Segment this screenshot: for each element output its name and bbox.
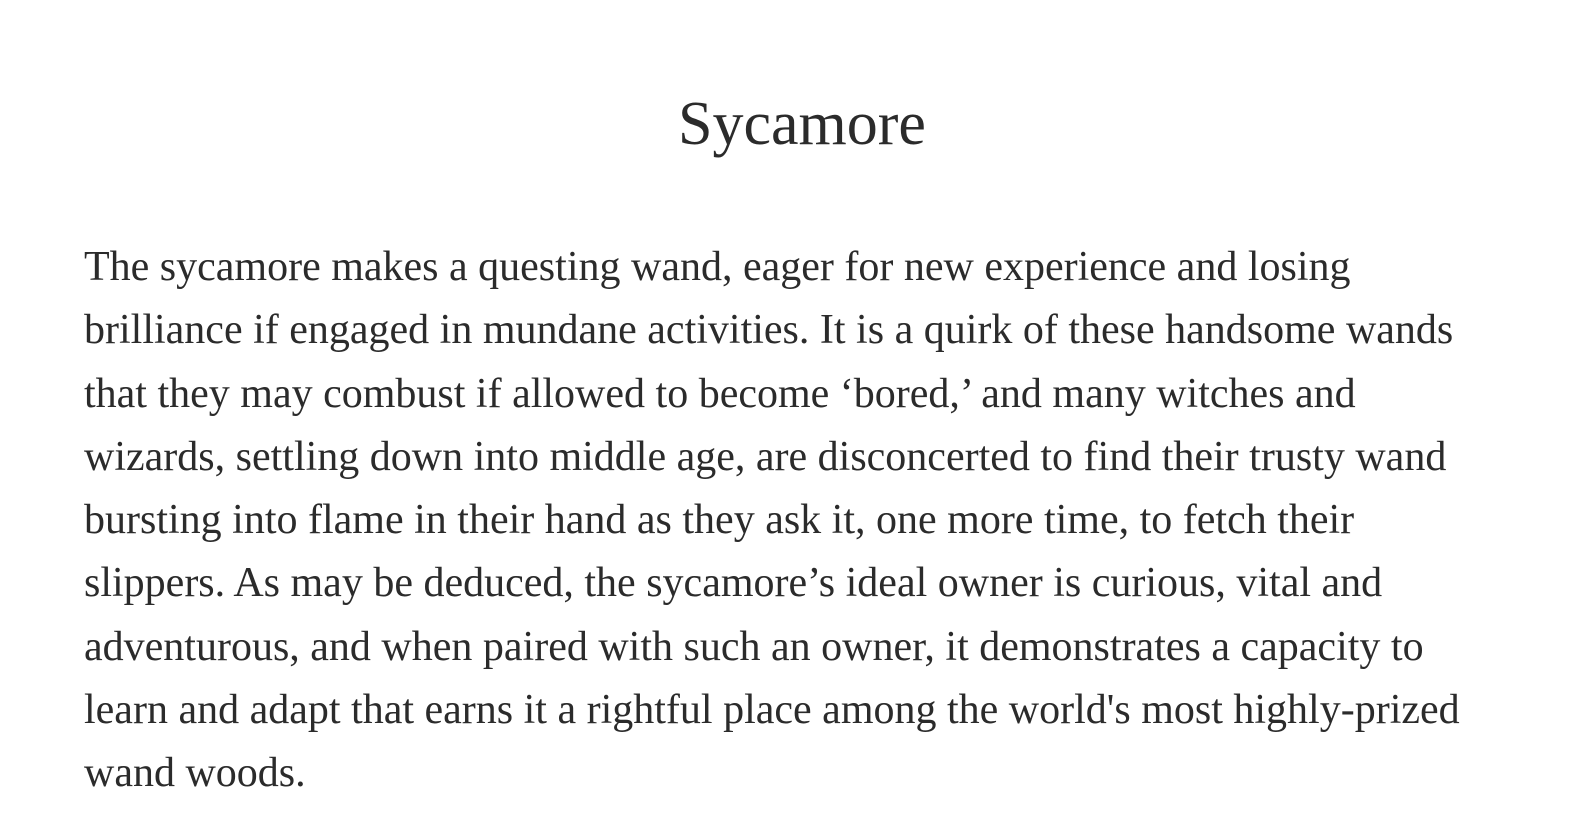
paragraph-line-1: The sycamore makes a questing wand, eager for new experience and losing	[84, 244, 1351, 290]
paragraph-line-8: learn and adapt that earns it a rightful place among the world's most highly-prized	[84, 687, 1460, 734]
article-paragraph	[84, 236, 1534, 806]
paragraph-line-6: slippers. As may be deduced, the sycamore’s ideal owner is curious, vital and	[84, 560, 1383, 607]
paragraph-line-5: bursting into flame in their hand as they ask it, one more time, to fetch their	[84, 497, 1355, 544]
paragraph-line-4: wizards, settling down into middle age, are disconcerted to find their trusty wand	[84, 433, 1447, 480]
paragraph-line-9: wand woods.	[84, 750, 306, 797]
paragraph-line-2: brilliance if engaged in mundane activities. It is a quirk of these handsome wands	[84, 307, 1454, 354]
page-title: Sycamore	[678, 90, 926, 158]
paragraph-line-3: that they may combust if allowed to become ‘bored,’ and many witches and	[84, 370, 1356, 417]
paragraph-line-7: adventurous, and when paired with such an owner, it demonstrates a capacity to	[84, 623, 1424, 670]
